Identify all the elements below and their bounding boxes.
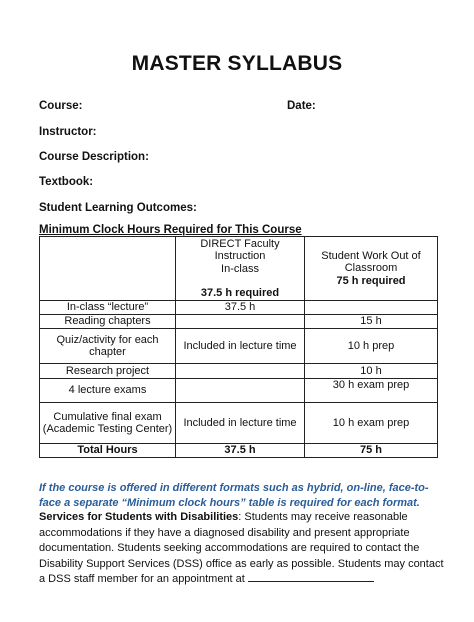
clock-hours-table — [39, 236, 438, 458]
activity-cell: Research project — [40, 364, 176, 379]
table-row — [40, 329, 438, 364]
outside-cell: 30 h exam prep — [305, 379, 438, 403]
direct-cell: 37.5 h — [176, 301, 305, 315]
direct-cell — [176, 315, 305, 329]
header-required: 37.5 h required — [200, 287, 280, 299]
table-header-direct — [176, 237, 305, 301]
course-description-label: Course Description: — [39, 151, 149, 163]
outside-cell: 10 h prep — [305, 329, 438, 364]
header-line: Classroom — [344, 262, 398, 275]
total-outside-cell: 75 h — [305, 444, 438, 458]
activity-cell: Cumulative final exam (Academic Testing Center) — [40, 403, 176, 444]
table-total-row — [40, 444, 438, 458]
disability-services-heading: Services for Students with Disabilities — [39, 511, 239, 523]
table-row — [40, 301, 438, 315]
min-hours-heading: Minimum Clock Hours Required for This Course — [39, 224, 302, 236]
table-row — [40, 364, 438, 379]
appointment-blank-line — [248, 572, 374, 582]
direct-cell: Included in lecture time — [176, 329, 305, 364]
activity-cell: Reading chapters — [40, 315, 176, 329]
learning-outcomes-label: Student Learning Outcomes: — [39, 202, 197, 214]
table-row — [40, 403, 438, 444]
header-line: Student Work Out of — [321, 249, 421, 262]
disability-services-paragraph — [39, 510, 449, 588]
instructor-label: Instructor: — [39, 126, 97, 138]
course-label: Course: — [39, 100, 83, 112]
total-direct-cell: 37.5 h — [176, 444, 305, 458]
outside-cell: 10 h — [305, 364, 438, 379]
table-row — [40, 379, 438, 403]
direct-cell — [176, 379, 305, 403]
outside-cell: 15 h — [305, 315, 438, 329]
activity-cell: Quiz/activity for each chapter — [40, 329, 176, 364]
table-row — [40, 315, 438, 329]
header-required: 75 h required — [336, 274, 406, 287]
outside-cell — [305, 301, 438, 315]
activity-cell: 4 lecture exams — [40, 379, 176, 403]
total-label-cell: Total Hours — [40, 444, 176, 458]
table-header-row — [40, 237, 438, 301]
table-header-outside — [305, 237, 438, 301]
textbook-label: Textbook: — [39, 176, 94, 188]
date-label: Date: — [287, 100, 316, 112]
direct-cell — [176, 364, 305, 379]
outside-cell: 10 h exam prep — [305, 403, 438, 444]
disability-services-body: : Students may receive reasonable accommodations if they have a diagnosed disability and present appropriate documentation. Students seeking accommodations are required to contact the Disability Support Services (DSS) office as early as possible. Students may contact a DSS staff member for an appointment at — [39, 511, 444, 586]
page-title: MASTER SYLLABUS — [131, 52, 343, 75]
header-line: Instruction — [214, 250, 266, 262]
direct-cell: Included in lecture time — [176, 403, 305, 444]
format-note: If the course is offered in different formats such as hybrid, on-line, face-to-face a separate “Minimum clock hours” table is required for each format. — [39, 482, 429, 509]
header-line: In-class — [221, 262, 259, 275]
header-line: DIRECT Faculty — [200, 237, 280, 250]
activity-cell: In-class “lecture” — [40, 301, 176, 315]
table-header-blank — [40, 237, 176, 301]
